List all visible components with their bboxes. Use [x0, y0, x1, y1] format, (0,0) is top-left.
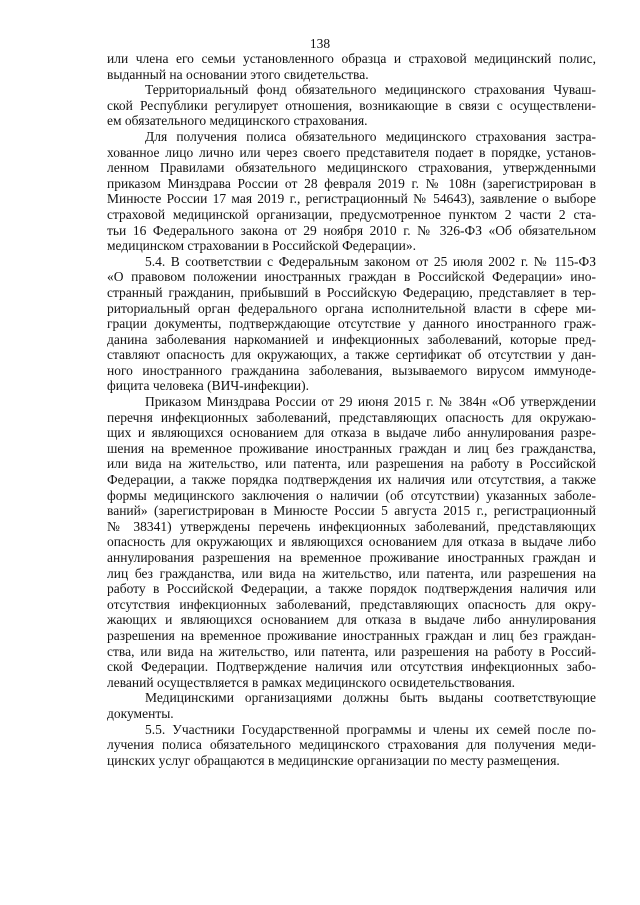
text-line: опасность для окружающих и являющихся основанием для отказа в выдаче либо — [107, 534, 596, 550]
text-line: ленном Правилами обязательного медицинского страхования, утвержденными — [107, 160, 596, 176]
text-line: или вида на жительство, или патента, или разрешения на работу в Российской — [107, 456, 596, 472]
text-line: Приказом Минздрава России от 29 июня 2015 г. № 384н «Об утверждении — [145, 394, 596, 410]
text-line: ской Федерации. Подтверждение наличия или отсутствия инфекционных забо- — [107, 659, 596, 675]
page-number: 138 — [309, 36, 331, 51]
text-line: Минюсте России 17 мая 2019 г., регистрационный № 54643), заявление о выборе — [107, 191, 596, 207]
text-line: ставляют опасность для окружающих, а также сертификат об отсутствии у дан- — [107, 347, 596, 363]
text-line: лиц без гражданства, или вида на жительство, или патента, или разрешения на — [107, 565, 596, 581]
text-line: 5.5. Участники Государственной программы и члены их семей после по- — [145, 721, 596, 737]
text-line: разрешения на временное проживание иностранных граждан и лиц без граждан- — [107, 627, 596, 643]
text-line: шения на временное проживание иностранных граждан и лиц без гражданства, — [107, 440, 596, 456]
text-line: риториальный орган федерального органа исполнительной власти в сфере ми- — [107, 300, 596, 316]
text-line: ваний» (зарегистрирован в Минюсте России 5 августа 2015 г., регистрационный — [107, 503, 596, 519]
text-line: перечня инфекционных заболеваний, представляющих опасность для окружаю- — [107, 409, 596, 425]
text-line: «О правовом положении иностранных граждан в Российской Федерации» ино- — [107, 269, 596, 285]
paragraph — [107, 394, 596, 690]
text-line: или члена его семьи установленного образца и страховой медицинский полис, — [107, 51, 596, 66]
text-line: ской Республики регулирует отношения, возникающие в связи с осуществлени- — [107, 97, 596, 113]
paragraph — [107, 51, 596, 82]
text-line: ства, или вида на жительство, или патента, или разрешения на работу в Россий- — [107, 643, 596, 659]
text-line: Территориальный фонд обязательного медицинского страхования Чуваш- — [145, 82, 596, 98]
text-line: щих и являющихся основанием для отказа в выдаче либо аннулирования разре- — [107, 425, 596, 441]
paragraph — [107, 129, 596, 254]
text-line: цинских услуг обращаются в медицинские организации по месту размещения. — [107, 752, 560, 768]
paragraph — [107, 690, 596, 721]
text-line: леваний осуществляется в рамках медицинского освидетельствования. — [107, 674, 516, 690]
text-line: страховой медицинской организации, предусмотренное пунктом 2 части 2 ста- — [107, 206, 596, 222]
text-line: грации документы, подтверждающие отсутствие у данного иностранного граж- — [107, 316, 596, 332]
text-line: хованное лицо лично или через своего представителя подает в порядке, установ- — [107, 144, 596, 160]
text-line: ного иностранного гражданина заболевания, вызываемого вирусом иммуноде- — [107, 362, 596, 378]
text-line: фицита человека (ВИЧ-инфекции). — [107, 378, 309, 394]
text-line: 5.4. В соответствии с Федеральным законом от 25 июля 2002 г. № 115-ФЗ — [145, 253, 596, 269]
text-line: № 38341) утверждены перечень инфекционных заболеваний, представляющих — [107, 518, 596, 534]
paragraph — [107, 254, 596, 394]
text-line: тьи 16 Федерального закона от 29 ноября 2010 г. № 326-ФЗ «Об обязательном — [107, 222, 596, 238]
paragraph — [107, 82, 596, 129]
text-line: ем обязательного медицинского страхования. — [107, 113, 368, 129]
text-line: данина заболевания наркоманией и инфекционных заболеваний, которые пред- — [107, 331, 596, 347]
text-line: Медицинскими организациями должны быть выданы соответствующие — [145, 690, 596, 706]
text-line: отсутствия инфекционных заболеваний, представляющих опасность для окру- — [107, 596, 596, 612]
text-line: аннулирования разрешения на временное проживание иностранных граждан и — [107, 550, 596, 565]
text-line: жающих и являющихся основанием для отказа в выдаче либо аннулирования — [107, 612, 596, 628]
paragraph — [107, 722, 596, 769]
text-line: приказом Минздрава России от 28 февраля 2019 г. № 108н (зарегистрирован в — [107, 175, 596, 191]
text-line: выданный на основании этого свидетельства. — [107, 66, 369, 82]
text-line: медицинском страховании в Российской Федерации». — [107, 238, 416, 254]
text-line: Федерации, а также порядка подтверждения их наличия или отсутствия, а также — [107, 472, 596, 488]
text-line: Для получения полиса обязательного медицинского страхования застра- — [145, 128, 596, 144]
text-line: документы. — [107, 705, 174, 721]
text-line: странный гражданин, прибывший в Российскую Федерацию, представляет в тер- — [107, 284, 596, 300]
text-line: лучения полиса обязательного медицинского страхования для получения меди- — [107, 737, 596, 753]
document-body — [107, 51, 596, 768]
text-line: работу в Российской Федерации, а также порядок подтверждения наличия или — [107, 581, 596, 597]
text-line: формы медицинского заключения о наличии (об отсутствии) указанных заболе- — [107, 487, 596, 503]
